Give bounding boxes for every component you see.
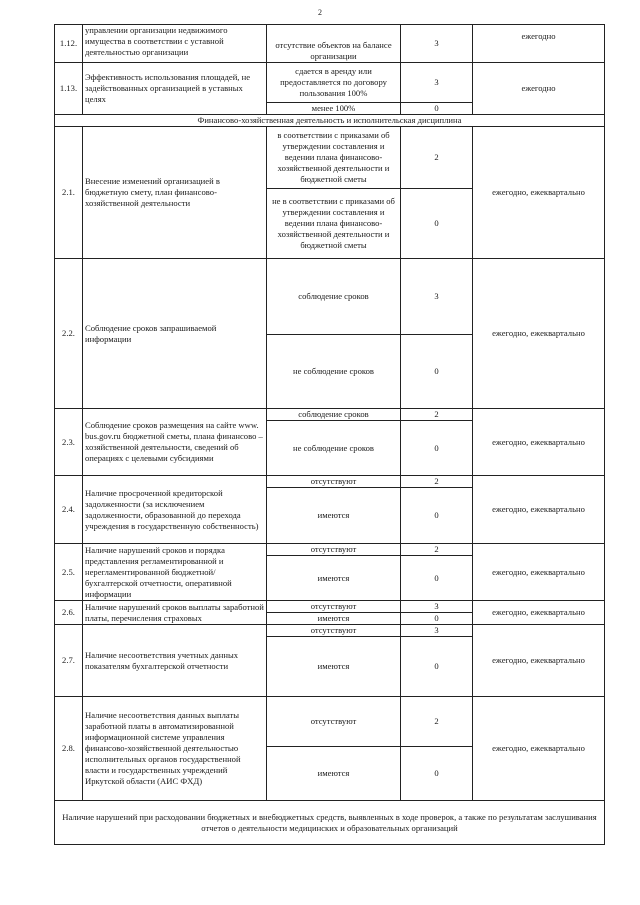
- period-text: ежегодно: [473, 25, 605, 63]
- page-number: 2: [318, 8, 322, 17]
- score-value: 0: [401, 747, 473, 801]
- table-row: [55, 697, 605, 747]
- criteria-table: [54, 24, 605, 845]
- condition-text: отсутствуют: [267, 476, 401, 488]
- condition-text: отсутствуют: [267, 601, 401, 613]
- period-text: ежегодно, ежеквартально: [473, 544, 605, 601]
- score-value: 3: [401, 259, 473, 335]
- indicator-text: Наличие нарушений сроков и порядка представления регламентированной и нерегламентированной бюджетной/бухгалтерской отчетности, оперативной информации: [83, 544, 267, 601]
- table-row: [55, 63, 605, 103]
- condition-text: соблюдение сроков: [267, 259, 401, 335]
- condition-text: имеются: [267, 556, 401, 601]
- condition-text: менее 100%: [267, 103, 401, 115]
- condition-text: имеются: [267, 488, 401, 544]
- indicator-text: Соблюдение сроков запрашиваемой информации: [83, 259, 267, 409]
- condition-text: сдается в аренду или предоставляется по договору пользования 100%: [267, 63, 401, 103]
- row-number: 2.8.: [55, 697, 83, 801]
- row-number: 1.13.: [55, 63, 83, 115]
- row-number: 2.5.: [55, 544, 83, 601]
- table-row: [55, 625, 605, 637]
- score-value: 0: [401, 637, 473, 697]
- score-value: 3: [401, 601, 473, 613]
- score-value: 0: [401, 421, 473, 476]
- table-row: [55, 409, 605, 421]
- row-number: 2.1.: [55, 127, 83, 259]
- indicator-text: управлении организации недвижимого имущества в соответствии с уставной деятельностью организации: [83, 25, 267, 63]
- section-title: Финансово-хозяйственная деятельность и исполнительская дисциплина: [55, 115, 605, 127]
- condition-text: соблюдение сроков: [267, 409, 401, 421]
- table-row: [55, 544, 605, 556]
- indicator-text: Наличие нарушений сроков выплаты заработной платы, перечисления страховых: [83, 601, 267, 625]
- row-number: 1.12.: [55, 25, 83, 63]
- period-text: ежегодно, ежеквартально: [473, 625, 605, 697]
- condition-text: имеются: [267, 613, 401, 625]
- period-text: ежегодно, ежеквартально: [473, 409, 605, 476]
- score-value: 3: [401, 25, 473, 63]
- condition-text: в соответствии с приказами об утверждении составления и ведении плана финансово-хозяйственной деятельности и бюджетной сметы: [267, 127, 401, 189]
- condition-text: не соблюдение сроков: [267, 335, 401, 409]
- score-value: 0: [401, 335, 473, 409]
- indicator-text: Наличие просроченной кредиторской задолженности (за исключением задолженности, образованной до перехода учреждения в государственную собственность): [83, 476, 267, 544]
- period-text: ежегодно: [473, 63, 605, 115]
- score-value: 0: [401, 488, 473, 544]
- score-value: 0: [401, 189, 473, 259]
- condition-text: не в соответствии с приказами об утверждении составления и ведении плана финансово-хозяйственной деятельности и бюджетной сметы: [267, 189, 401, 259]
- period-text: ежегодно, ежеквартально: [473, 601, 605, 625]
- score-value: 2: [401, 409, 473, 421]
- table-row: [55, 476, 605, 488]
- condition-text: имеются: [267, 747, 401, 801]
- condition-text: отсутствуют: [267, 697, 401, 747]
- condition-text: отсутствуют: [267, 544, 401, 556]
- table-row: [55, 601, 605, 613]
- indicator-text: Соблюдение сроков размещения на сайте www. bus.gov.ru бюджетной сметы, плана финансово – хозяйственной деятельности, сведений об операциях с целевыми субсидиями: [83, 409, 267, 476]
- row-number: 2.7.: [55, 625, 83, 697]
- score-value: 3: [401, 63, 473, 103]
- period-text: ежегодно, ежеквартально: [473, 697, 605, 801]
- section-header-row: [55, 115, 605, 127]
- condition-text: имеются: [267, 637, 401, 697]
- indicator-text: Наличие несоответствия данных выплаты заработной платы в автоматизированной информационной системе управления финансово-хозяйственной деятельностью исполнительных органов государственной власти и государственных учреждений Иркутской области (АИС ФХД): [83, 697, 267, 801]
- footer-text: Наличие нарушений при расходовании бюджетных и внебюджетных средств, выявленных в ходе проверок, а также по результатам заслушивания отчетов о деятельности медицинских и образовательных организаций: [55, 801, 605, 845]
- indicator-text: Эффективность использования площадей, не задействованных организацией в уставных целях: [83, 63, 267, 115]
- indicator-text: Наличие несоответствия учетных данных показателям бухгалтерской отчетности: [83, 625, 267, 697]
- period-text: ежегодно, ежеквартально: [473, 476, 605, 544]
- score-value: 2: [401, 544, 473, 556]
- period-text: ежегодно, ежеквартально: [473, 127, 605, 259]
- condition-text: отсутствуют: [267, 625, 401, 637]
- footer-row: [55, 801, 605, 845]
- score-value: 2: [401, 697, 473, 747]
- condition-text: не соблюдение сроков: [267, 421, 401, 476]
- row-number: 2.4.: [55, 476, 83, 544]
- score-value: 0: [401, 103, 473, 115]
- condition-text: отсутствие объектов на балансе организации: [267, 25, 401, 63]
- score-value: 3: [401, 625, 473, 637]
- period-text: ежегодно, ежеквартально: [473, 259, 605, 409]
- score-value: 2: [401, 476, 473, 488]
- score-value: 0: [401, 613, 473, 625]
- row-number: 2.3.: [55, 409, 83, 476]
- row-number: 2.2.: [55, 259, 83, 409]
- score-value: 2: [401, 127, 473, 189]
- score-value: 0: [401, 556, 473, 601]
- indicator-text: Внесение изменений организацией в бюджетную смету, план финансово-хозяйственной деятельности: [83, 127, 267, 259]
- table-row: [55, 127, 605, 189]
- table-row: [55, 25, 605, 63]
- table-row: [55, 259, 605, 335]
- row-number: 2.6.: [55, 601, 83, 625]
